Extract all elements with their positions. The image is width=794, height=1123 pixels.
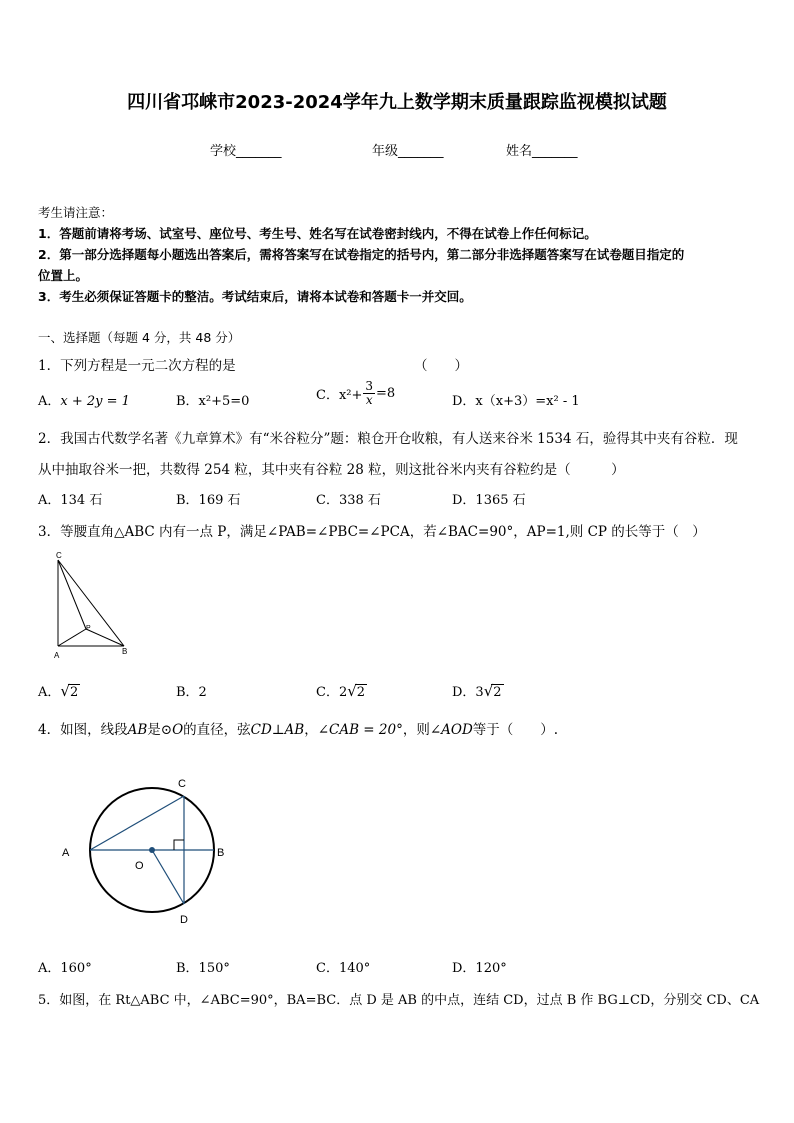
q2-option-c: C．338 石 xyxy=(316,493,381,508)
grade-field: 年级_______ xyxy=(372,144,444,159)
q4-option-c: C．140° xyxy=(316,961,371,976)
q2-option-b: B．169 石 xyxy=(176,493,241,508)
q4-circle-figure xyxy=(55,770,245,930)
section-heading: 一、选择题（每题 4 分，共 48 分） xyxy=(38,330,241,345)
q3-option-c: C．2√2 xyxy=(316,682,366,700)
exam-title: 四川省邛崃市2023-2024学年九上数学期末质量跟踪监视模拟试题 xyxy=(127,92,667,113)
q1-option-c: C．x²+ $\frac{3}{x}$ =8 xyxy=(316,379,396,407)
q3-side-cb xyxy=(58,560,124,646)
q4-center-dot xyxy=(149,847,155,853)
q2-stem-line-1: 2．我国古代数学名著《九章算术》有“米谷粒分”题：粮仓开仓收粮，有人送来谷米 1534 石，验得其中夹有谷粒．现 xyxy=(38,431,738,447)
q4-label-c: C xyxy=(178,778,186,790)
notice-heading: 考生请注意： xyxy=(38,205,114,220)
q3-triangle-figure xyxy=(48,548,140,662)
q1-option-a: A．x + 2y = 1 xyxy=(38,394,130,409)
q3-stem: 3．等腰直角△ABC 内有一点 P，满足∠PAB=∠PBC=∠PCA，若∠BAC=90°，AP=1,则 CP 的长等于（ ） xyxy=(38,524,706,540)
q1-stem: 1．下列方程是一元二次方程的是 xyxy=(38,358,236,374)
school-field: 学校_______ xyxy=(210,144,282,159)
q4-segment-ac xyxy=(90,796,184,850)
q3-segment-ap xyxy=(58,629,86,646)
q4-option-a: A．160° xyxy=(38,961,92,976)
q2-option-a: A．134 石 xyxy=(38,493,103,508)
name-field: 姓名_______ xyxy=(506,144,578,159)
q4-segment-od xyxy=(152,850,184,904)
q2-stem-line-2: 从中抽取谷米一把，共数得 254 粒，其中夹有谷粒 28 粒，则这批谷米内夹有谷粒约是（ ） xyxy=(38,462,625,478)
q3-label-c: C xyxy=(56,551,62,560)
q1-option-b: B．x²+5=0 xyxy=(176,394,250,409)
q3-option-a: A．√2 xyxy=(38,682,79,700)
q4-stem: 4．如图，线段AB是⊙O的直径，弦CD⊥AB，∠CAB = 20°，则∠AOD等于（ ）. xyxy=(38,722,559,738)
q4-option-d: D．120° xyxy=(452,961,507,976)
q4-right-angle-mark xyxy=(174,840,184,850)
q4-label-b: B xyxy=(217,847,225,859)
q2-option-d: D．1365 石 xyxy=(452,493,526,508)
q4-option-b: B．150° xyxy=(176,961,230,976)
q4-label-d: D xyxy=(180,914,188,926)
q1-option-a-expr: x + 2y = 1 xyxy=(60,394,130,409)
q5-stem-line-1: 5．如图，在 Rt△ABC 中，∠ABC=90°，BA=BC．点 D 是 AB 的中点，连结 CD，过点 B 作 BG⊥CD，分别交 CD、CA xyxy=(38,993,760,1008)
q1-answer-paren: （ ） xyxy=(414,358,468,374)
q3-option-b: B．2 xyxy=(176,685,207,700)
notice-line-1: 1．答题前请将考场、试室号、座位号、考生号、姓名写在试卷密封线内，不得在试卷上作任何标记。 xyxy=(38,226,597,241)
q3-label-p: P xyxy=(86,625,91,632)
notice-line-3: 3．考生必须保证答题卡的整洁。考试结束后，请将本试卷和答题卡一并交回。 xyxy=(38,289,472,304)
q4-label-o: O xyxy=(135,860,144,872)
q4-label-a: A xyxy=(62,847,70,859)
notice-line-2-cont: 位置上。 xyxy=(38,268,89,283)
q3-segment-cp xyxy=(58,560,86,629)
q3-label-b: B xyxy=(122,647,128,656)
q3-label-a: A xyxy=(54,651,60,660)
q3-option-d: D．3√2 xyxy=(452,682,502,700)
q1-option-d: D．x（x+3）=x² - 1 xyxy=(452,394,580,409)
notice-line-2: 2．第一部分选择题每小题选出答案后，需将答案写在试卷指定的括号内，第二部分非选择题答案写在试卷题目指定的 xyxy=(38,247,685,262)
q3-segment-bp xyxy=(86,629,124,646)
